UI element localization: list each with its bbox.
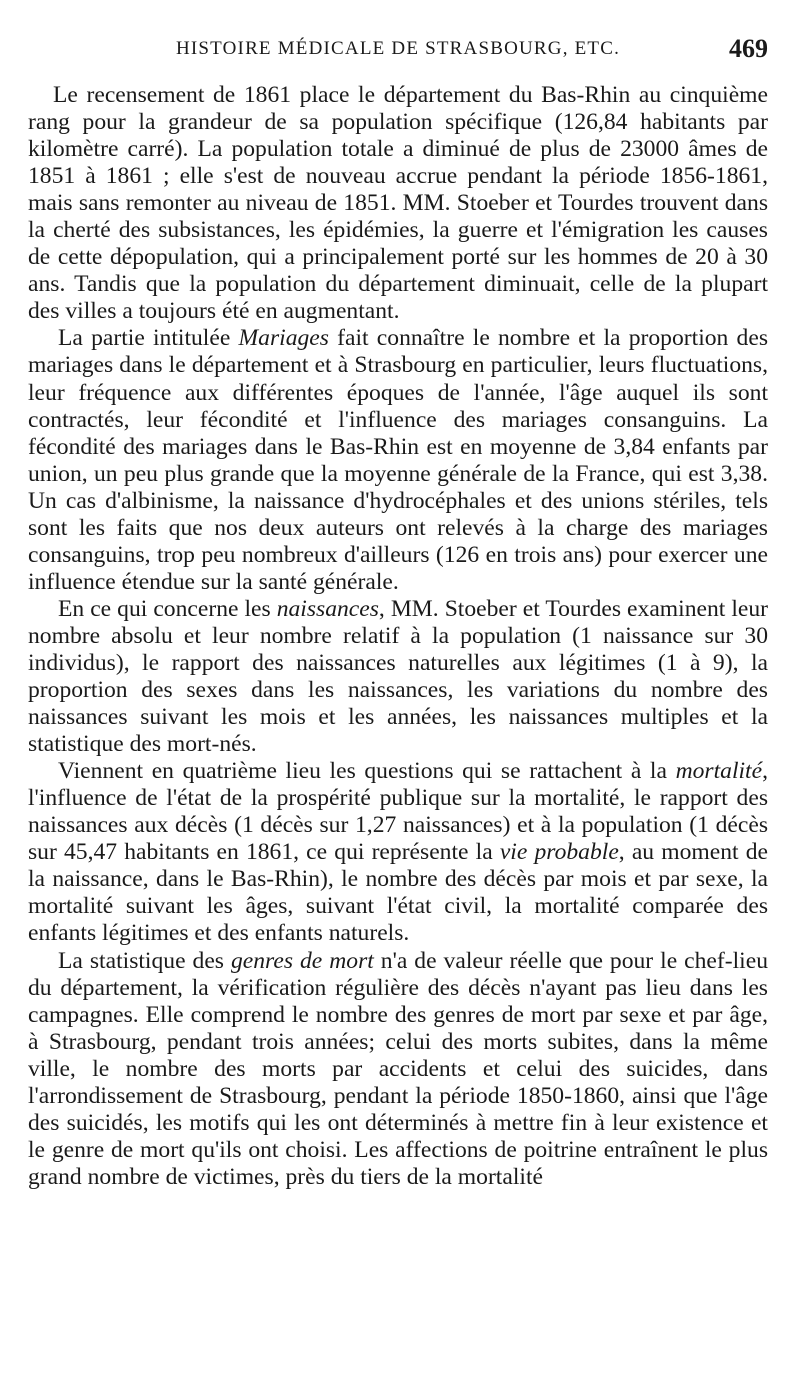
paragraph-text: fait connaître le nombre et la proportion des mariages dans le département et à Strasbourg en particulier, leurs fluctuations, leur fréquence aux différentes époques de l'année, l'âge auquel ils sont contractés, leur fécondité et l'influence des mariages consanguins. La fécondité des mariages dans le Bas-Rhin est en moyenne de 3,84 enfants par union, un peu plus grande que la moyenne générale de la France, qui est 3,38. Un cas d'albinisme, la naissance d'hydrocéphales et des unions stériles, tels sont les faits que nos deux auteurs ont relevés à la charge des mariages consanguins, trop peu nombreux d'ailleurs (126 en trois ans) pour exercer une influence étendue sur la santé générale.: [28, 325, 768, 595]
italic-term: Mariages: [238, 325, 329, 352]
page-number: 469: [729, 34, 768, 63]
paragraph-genres-de-mort: [28, 948, 768, 1191]
paragraph-text: Viennent en quatrième lieu les questions qui se rattachent à la: [58, 758, 676, 785]
paragraph-text: La statistique des: [58, 947, 231, 974]
running-title: HISTOIRE MÉDICALE DE STRASBOURG, ETC.: [175, 38, 621, 59]
paragraph-text: En ce qui concerne les: [58, 595, 277, 622]
paragraph-text: n'a de valeur réelle que pour le chef-lieu du département, la vérification régulière des décès n'ayant pas lieu dans les campagnes. Elle comprend le nombre des genres de mort par sexe et par âge, à Strasbourg, pendant trois années; celui des morts subites, dans la même ville, le nombre des morts par accidents et celui des suicides, dans l'arrondissement de Strasbourg, pendant la période 1850-1860, ainsi que l'âge des suicidés, les motifs qui les ont déterminés à mettre fin à leur existence et le genre de mort qu'ils ont choisi. Les affections de poitrine entraînent le plus grand nombre de victimes, près du tiers de la mortalité: [28, 947, 768, 1190]
paragraph-population: [28, 82, 768, 325]
italic-term: naissances: [276, 595, 379, 622]
body-text: [28, 82, 768, 1191]
paragraph-text: , MM. Stoeber et Tourdes examinent leur nombre absolu et leur nombre relatif à la population (1 naissance sur 30 individus), le rapport des naissances naturelles aux légitimes (1 à 9), la proportion des sexes dans les naissances, les variations du nombre des naissances suivant les mois et les années, les naissances multiples et la statistique des mort-nés.: [28, 595, 769, 758]
paragraph-text: Le recensement de 1861 place le département du Bas-Rhin au cinquième rang pour la grandeur de sa population spécifique (126,84 habitants par kilomètre carré). La population totale a diminué de plus de 23000 âmes de 1851 à 1861 ; elle s'est de nouveau accrue pendant la période 1856-1861, mais sans remonter au niveau de 1851. MM. Stoeber et Tourdes trouvent dans la cherté des subsistances, les épidémies, la guerre et l'émigration les causes de cette dépopulation, qui a principalement porté sur les hommes de 20 à 30 ans. Tandis que la population du département diminuait, celle de la plupart des villes a toujours été en augmentant.: [28, 82, 768, 325]
running-header: [28, 34, 768, 74]
paragraph-mariages: [28, 325, 768, 595]
italic-term: mortalité: [675, 758, 763, 785]
paragraph-text: , au moment de la naissance, dans le Bas-Rhin), le nombre des décès par mois et par sexe, la mortalité suivant les âges, suivant l'état civil, la mortalité comparée des enfants légitimes et des enfants naturels.: [28, 839, 768, 947]
italic-term: vie probable: [499, 839, 619, 866]
book-page: [28, 34, 768, 1191]
paragraph-mortalite: [28, 758, 768, 947]
paragraph-text: La partie intitulée: [58, 325, 239, 352]
italic-term: genres de mort: [230, 947, 374, 974]
paragraph-text: , l'influence de l'état de la prospérité publique sur la mortalité, le rapport des naissances aux décès (1 décès sur 1,27 naissances) et à la population (1 décès sur 45,47 habitants en 1861, ce qui représente la: [28, 758, 768, 866]
paragraph-naissances: [28, 596, 768, 758]
